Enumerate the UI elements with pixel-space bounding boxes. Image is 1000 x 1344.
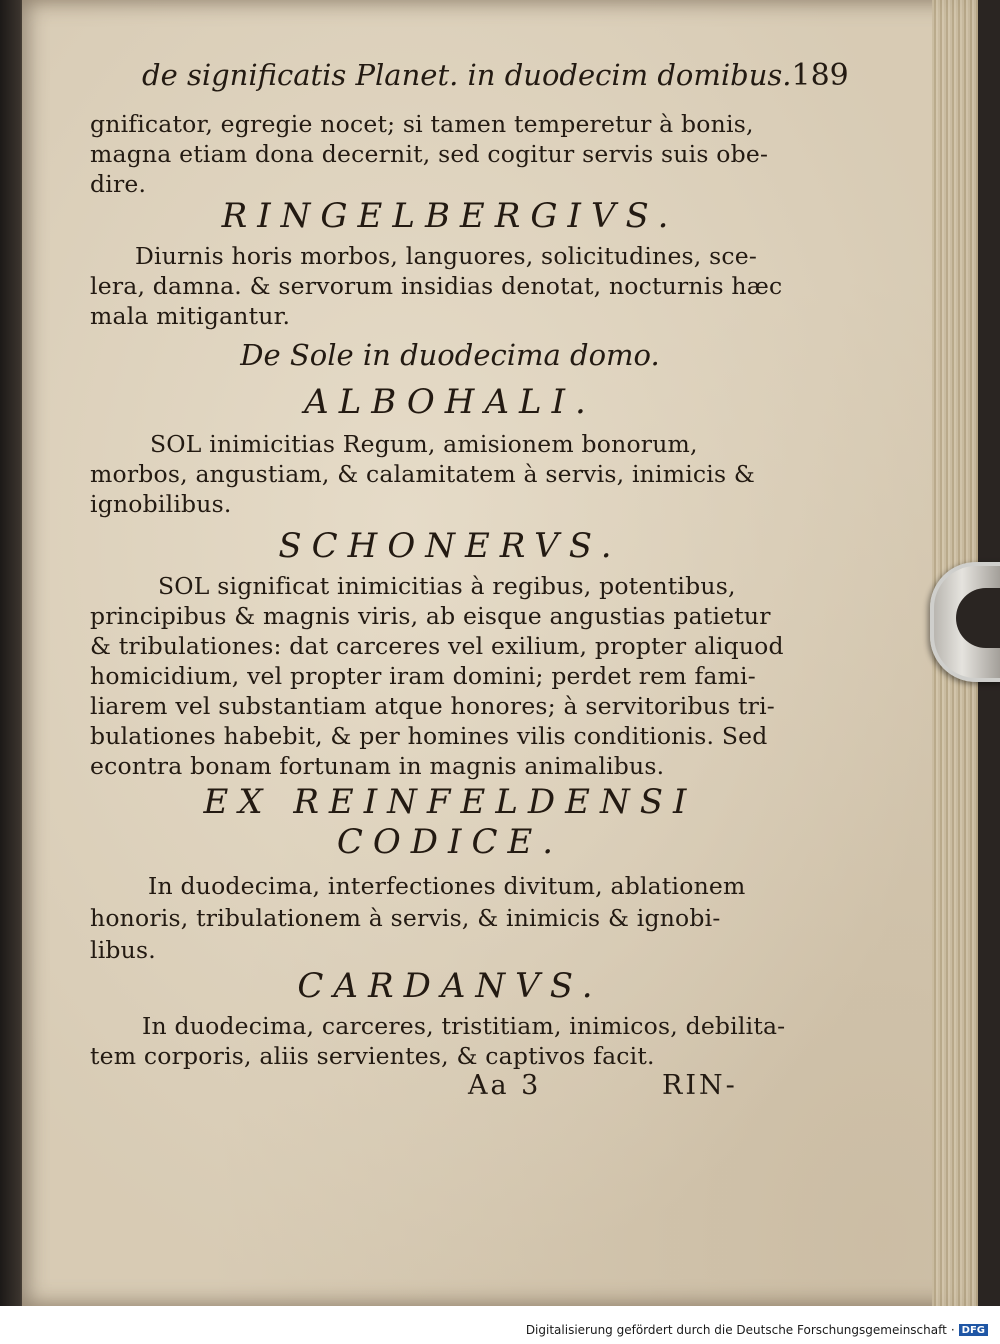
text-line: SOL inimicitias Regum, amisionem bonorum, [150, 430, 698, 458]
text-line: In duodecima, carceres, tristitiam, inimicos, debilita- [142, 1012, 786, 1040]
text-line: libus. [90, 936, 156, 964]
running-head [142, 58, 849, 93]
text-line: morbos, angustiam, & calamitatem à servis, inimicis & [90, 460, 756, 488]
catchword: RIN- [662, 1070, 738, 1101]
text-line: SOL significat inimicitias à regibus, potentibus, [158, 572, 736, 600]
text-line: econtra bonam fortunam in magnis animalibus. [90, 752, 665, 780]
page-number: 189 [791, 58, 849, 93]
footer: Digitalisierung gefördert durch die Deutsche Forschungsgemeinschaft · DFG [526, 1323, 988, 1337]
footer-bar [0, 1306, 1000, 1344]
text-line: In duodecima, interfectiones divitum, ablationem [148, 872, 746, 900]
dfg-logo-icon: DFG [959, 1324, 988, 1336]
text-line: bulationes habebit, & per homines vilis conditionis. Sed [90, 722, 768, 750]
signature-mark: Aa 3 [468, 1070, 542, 1101]
text-line: principibus & magnis viris, ab eisque angustias patietur [90, 602, 771, 630]
subheading-sole: De Sole in duodecima domo. [240, 338, 660, 372]
text-line: ignobilibus. [90, 490, 232, 518]
heading-codice: CODICE. [336, 822, 564, 862]
text-line: tem corporis, aliis servientes, & captivos facit. [90, 1042, 655, 1070]
text-line: lera, damna. & servorum insidias denotat, nocturnis hæc [90, 272, 783, 300]
heading-schonerus: SCHONERVS. [278, 526, 622, 566]
text-line: mala mitigantur. [90, 302, 291, 330]
heading-reinfeldensi: EX REINFELDENSI [203, 782, 697, 822]
heading-cardanus: CARDANVS. [297, 966, 603, 1006]
text-line: liarem vel substantiam atque honores; à servitoribus tri- [90, 692, 775, 720]
text-line: magna etiam dona decernit, sed cogitur servis suis obe- [90, 140, 769, 168]
text-line: homicidium, vel propter iram domini; perdet rem fami- [90, 662, 756, 690]
heading-ringelbergius: RINGELBERGIVS. [221, 196, 679, 236]
page-clip [930, 562, 1000, 682]
heading-albohali: ALBOHALI. [304, 382, 596, 422]
text-line: honoris, tribulationem à servis, & inimicis & ignobi- [90, 904, 721, 932]
text-line: & tribulationes: dat carceres vel exilium, propter aliquod [90, 632, 784, 660]
text-line: dire. [90, 170, 147, 198]
text-line: Diurnis horis morbos, languores, solicitudines, sce- [135, 242, 758, 270]
text-line: gnificator, egregie nocet; si tamen temperetur à bonis, [90, 110, 754, 138]
running-head-title: de significatis Planet. in duodecim domibus. [142, 58, 792, 92]
footer-text: Digitalisierung gefördert durch die Deutsche Forschungsgemeinschaft [525, 1323, 947, 1337]
